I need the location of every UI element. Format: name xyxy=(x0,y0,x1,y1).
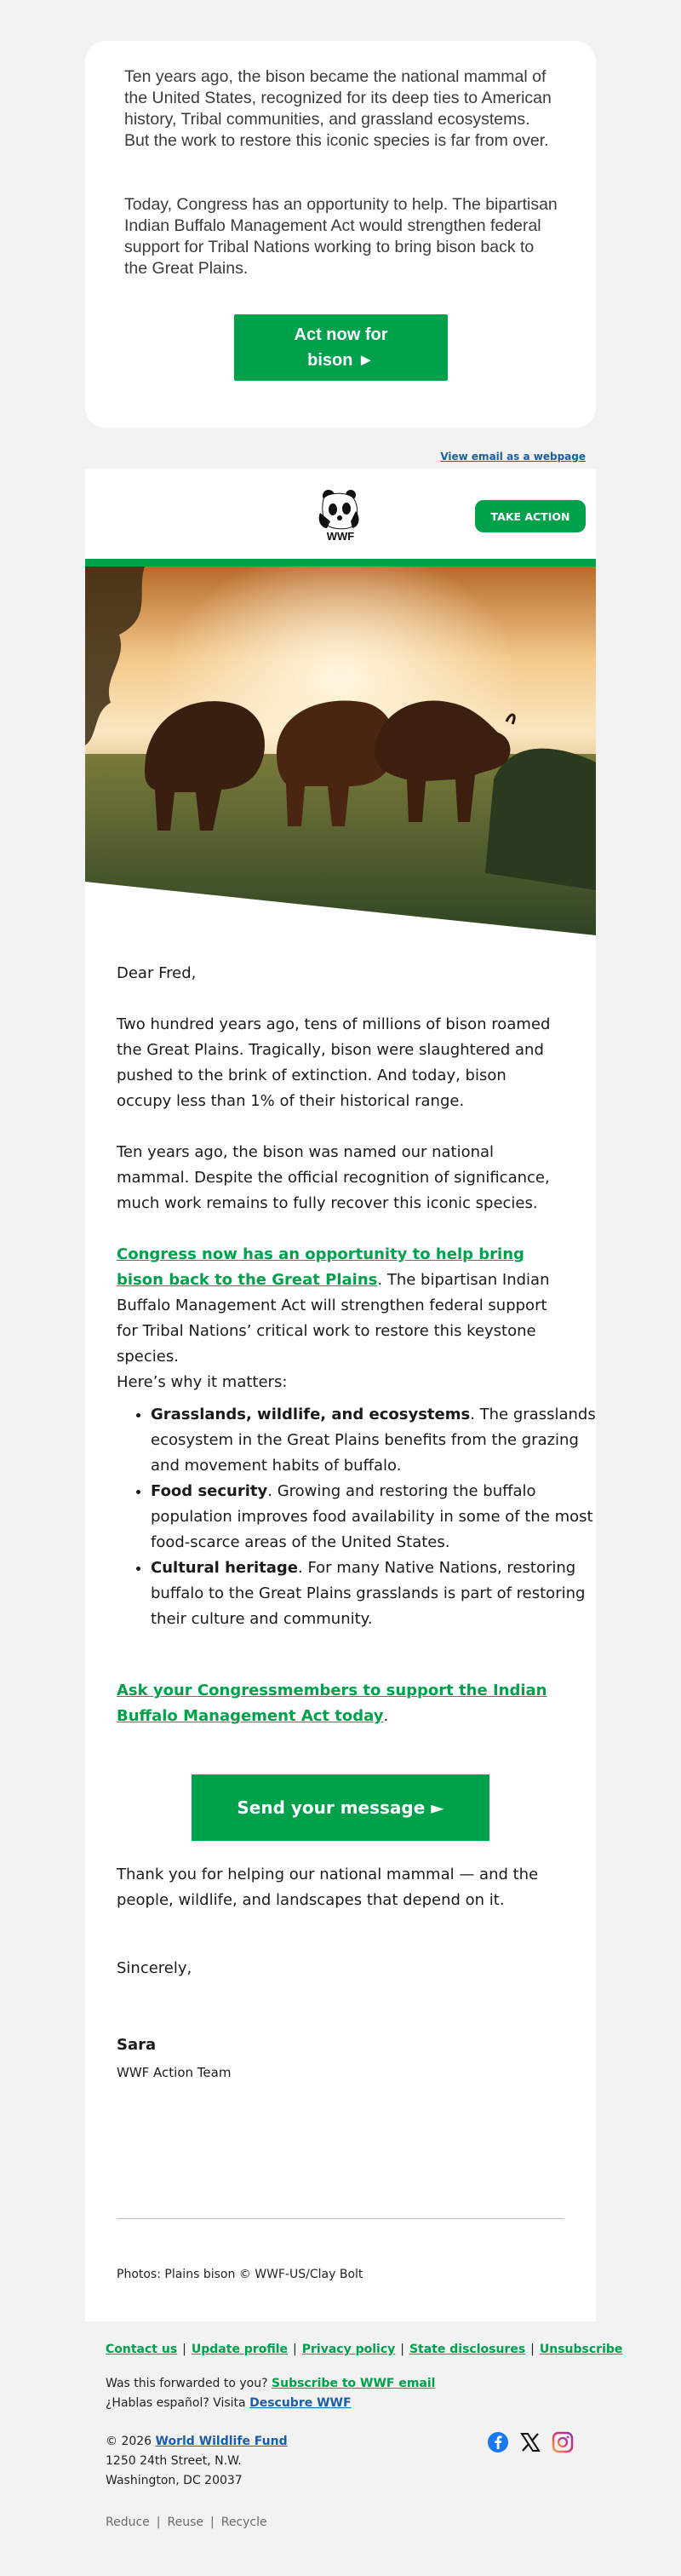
congress-opportunity-link[interactable]: Congress now has an opportunity to help bring bison back to the Great Plains xyxy=(117,1245,524,1289)
contact-us-link[interactable]: Contact us xyxy=(106,2343,178,2356)
reason-item xyxy=(151,1555,598,1632)
ask-congressmembers-link[interactable]: Ask your Congressmembers to support the Indian Buffalo Management Act today xyxy=(117,1682,547,1725)
reduce-text: Reduce xyxy=(106,2516,150,2529)
cta-period: . xyxy=(383,1707,389,1725)
descubre-wwf-link[interactable]: Descubre WWF xyxy=(249,2396,352,2410)
recycle-text: Recycle xyxy=(220,2516,267,2529)
footer-links: Contact us | Update profile | Privacy policy | State disclosures | Unsubscribe xyxy=(106,2343,623,2356)
reason-item xyxy=(151,1402,598,1479)
body-paragraph-2: Ten years ago, the bison was named our national mammal. Despite the official recognition of significance, much work remains to fully recover this iconic species. xyxy=(117,1143,550,1212)
body-paragraph-3-rest: . The bipartisan Indian Buffalo Management Act will strengthen federal support for Tribal Nations’ critical work to restore this keystone species. xyxy=(117,1271,550,1366)
update-profile-link[interactable]: Update profile xyxy=(191,2343,289,2356)
email-body-card xyxy=(85,469,596,2321)
greeting: Dear Fred, xyxy=(117,964,197,982)
hero-bison-image xyxy=(85,566,596,935)
reason-text: . Growing and restoring the buffalo population improves food availability in some of the most food-scarce areas of the United States. xyxy=(151,1482,593,1551)
reasons-list xyxy=(117,1402,598,1632)
privacy-policy-link[interactable]: Privacy policy xyxy=(301,2343,396,2356)
preheader-paragraph-2: Today, Congress has an opportunity to help. The bipartisan Indian Buffalo Management Act would strengthen federal support for Tribal Nations working to bring bison back to the Great Plains. xyxy=(124,195,558,278)
closing: Sincerely, xyxy=(117,1959,192,1977)
copyright-line: © 2026 World Wildlife Fund xyxy=(106,2435,288,2448)
reason-item xyxy=(151,1479,598,1555)
photo-credit: Photos: Plains bison © WWF-US/Clay Bolt xyxy=(117,2268,363,2281)
preheader-paragraph-1: Ten years ago, the bison became the national mammal of the United States, recognized for its deep ties to American history, Tribal communities, and grassland ecosystems. But the work to restore this iconic species is far from over. xyxy=(124,67,552,150)
why-it-matters-heading: Here’s why it matters: xyxy=(117,1373,288,1391)
forwarded-line: Was this forwarded to you? Subscribe to WWF email xyxy=(106,2377,436,2390)
header-accent-bar xyxy=(85,559,596,566)
signer-name: Sara xyxy=(117,2036,157,2054)
email-header xyxy=(85,469,596,559)
reason-title: Cultural heritage xyxy=(151,1559,298,1577)
body-paragraph-3 xyxy=(117,1242,564,1370)
world-wildlife-fund-link[interactable]: World Wildlife Fund xyxy=(155,2435,288,2448)
preheader-card xyxy=(85,41,596,428)
address-line-2: Washington, DC 20037 xyxy=(106,2474,243,2487)
reason-title: Food security xyxy=(151,1482,268,1500)
send-your-message-button[interactable]: Send your message ► xyxy=(192,1774,489,1841)
state-disclosures-link[interactable]: State disclosures xyxy=(409,2343,526,2356)
facebook-icon[interactable] xyxy=(487,2431,509,2453)
x-icon[interactable] xyxy=(519,2431,541,2453)
wwf-panda-logo[interactable] xyxy=(315,487,366,543)
body-paragraph-1: Two hundred years ago, tens of millions of bison roamed the Great Plains. Tragically, bison were slaughtered and pushed to the brink of extinction. And today, bison occupy less than 1% of their historical range. xyxy=(117,1015,551,1110)
footer-divider xyxy=(117,2218,564,2219)
act-now-button[interactable] xyxy=(234,314,448,381)
reason-text: . For many Native Nations, restoring buffalo to the Great Plains grasslands is part of restoring their culture and community. xyxy=(151,1559,586,1628)
reason-title: Grasslands, wildlife, and ecosystems xyxy=(151,1406,471,1423)
unsubscribe-link[interactable]: Unsubscribe xyxy=(539,2343,623,2356)
spanish-line: ¿Hablas español? Visita Descubre WWF xyxy=(106,2396,352,2410)
cta-paragraph xyxy=(117,1678,564,1729)
svg-text:WWF: WWF xyxy=(326,530,355,543)
reduce-reuse-recycle: Reduce | Reuse | Recycle xyxy=(106,2516,267,2529)
instagram-icon[interactable] xyxy=(552,2431,574,2453)
view-email-as-webpage-link[interactable]: View email as a webpage xyxy=(440,451,586,463)
reuse-text: Reuse xyxy=(167,2516,204,2529)
reason-text: . The grasslands ecosystem in the Great Plains benefits from the grazing and movement habits of buffalo. xyxy=(151,1406,596,1475)
act-now-button-label: Act now for bison ► xyxy=(294,325,388,370)
address-line-1: 1250 24th Street, N.W. xyxy=(106,2454,242,2468)
take-action-button[interactable]: TAKE ACTION xyxy=(475,500,586,532)
thank-you-paragraph: Thank you for helping our national mammal — and the people, wildlife, and landscapes that depend on it. xyxy=(117,1866,539,1909)
signer-team: WWF Action Team xyxy=(117,2065,232,2080)
subscribe-link[interactable]: Subscribe to WWF email xyxy=(272,2377,436,2390)
